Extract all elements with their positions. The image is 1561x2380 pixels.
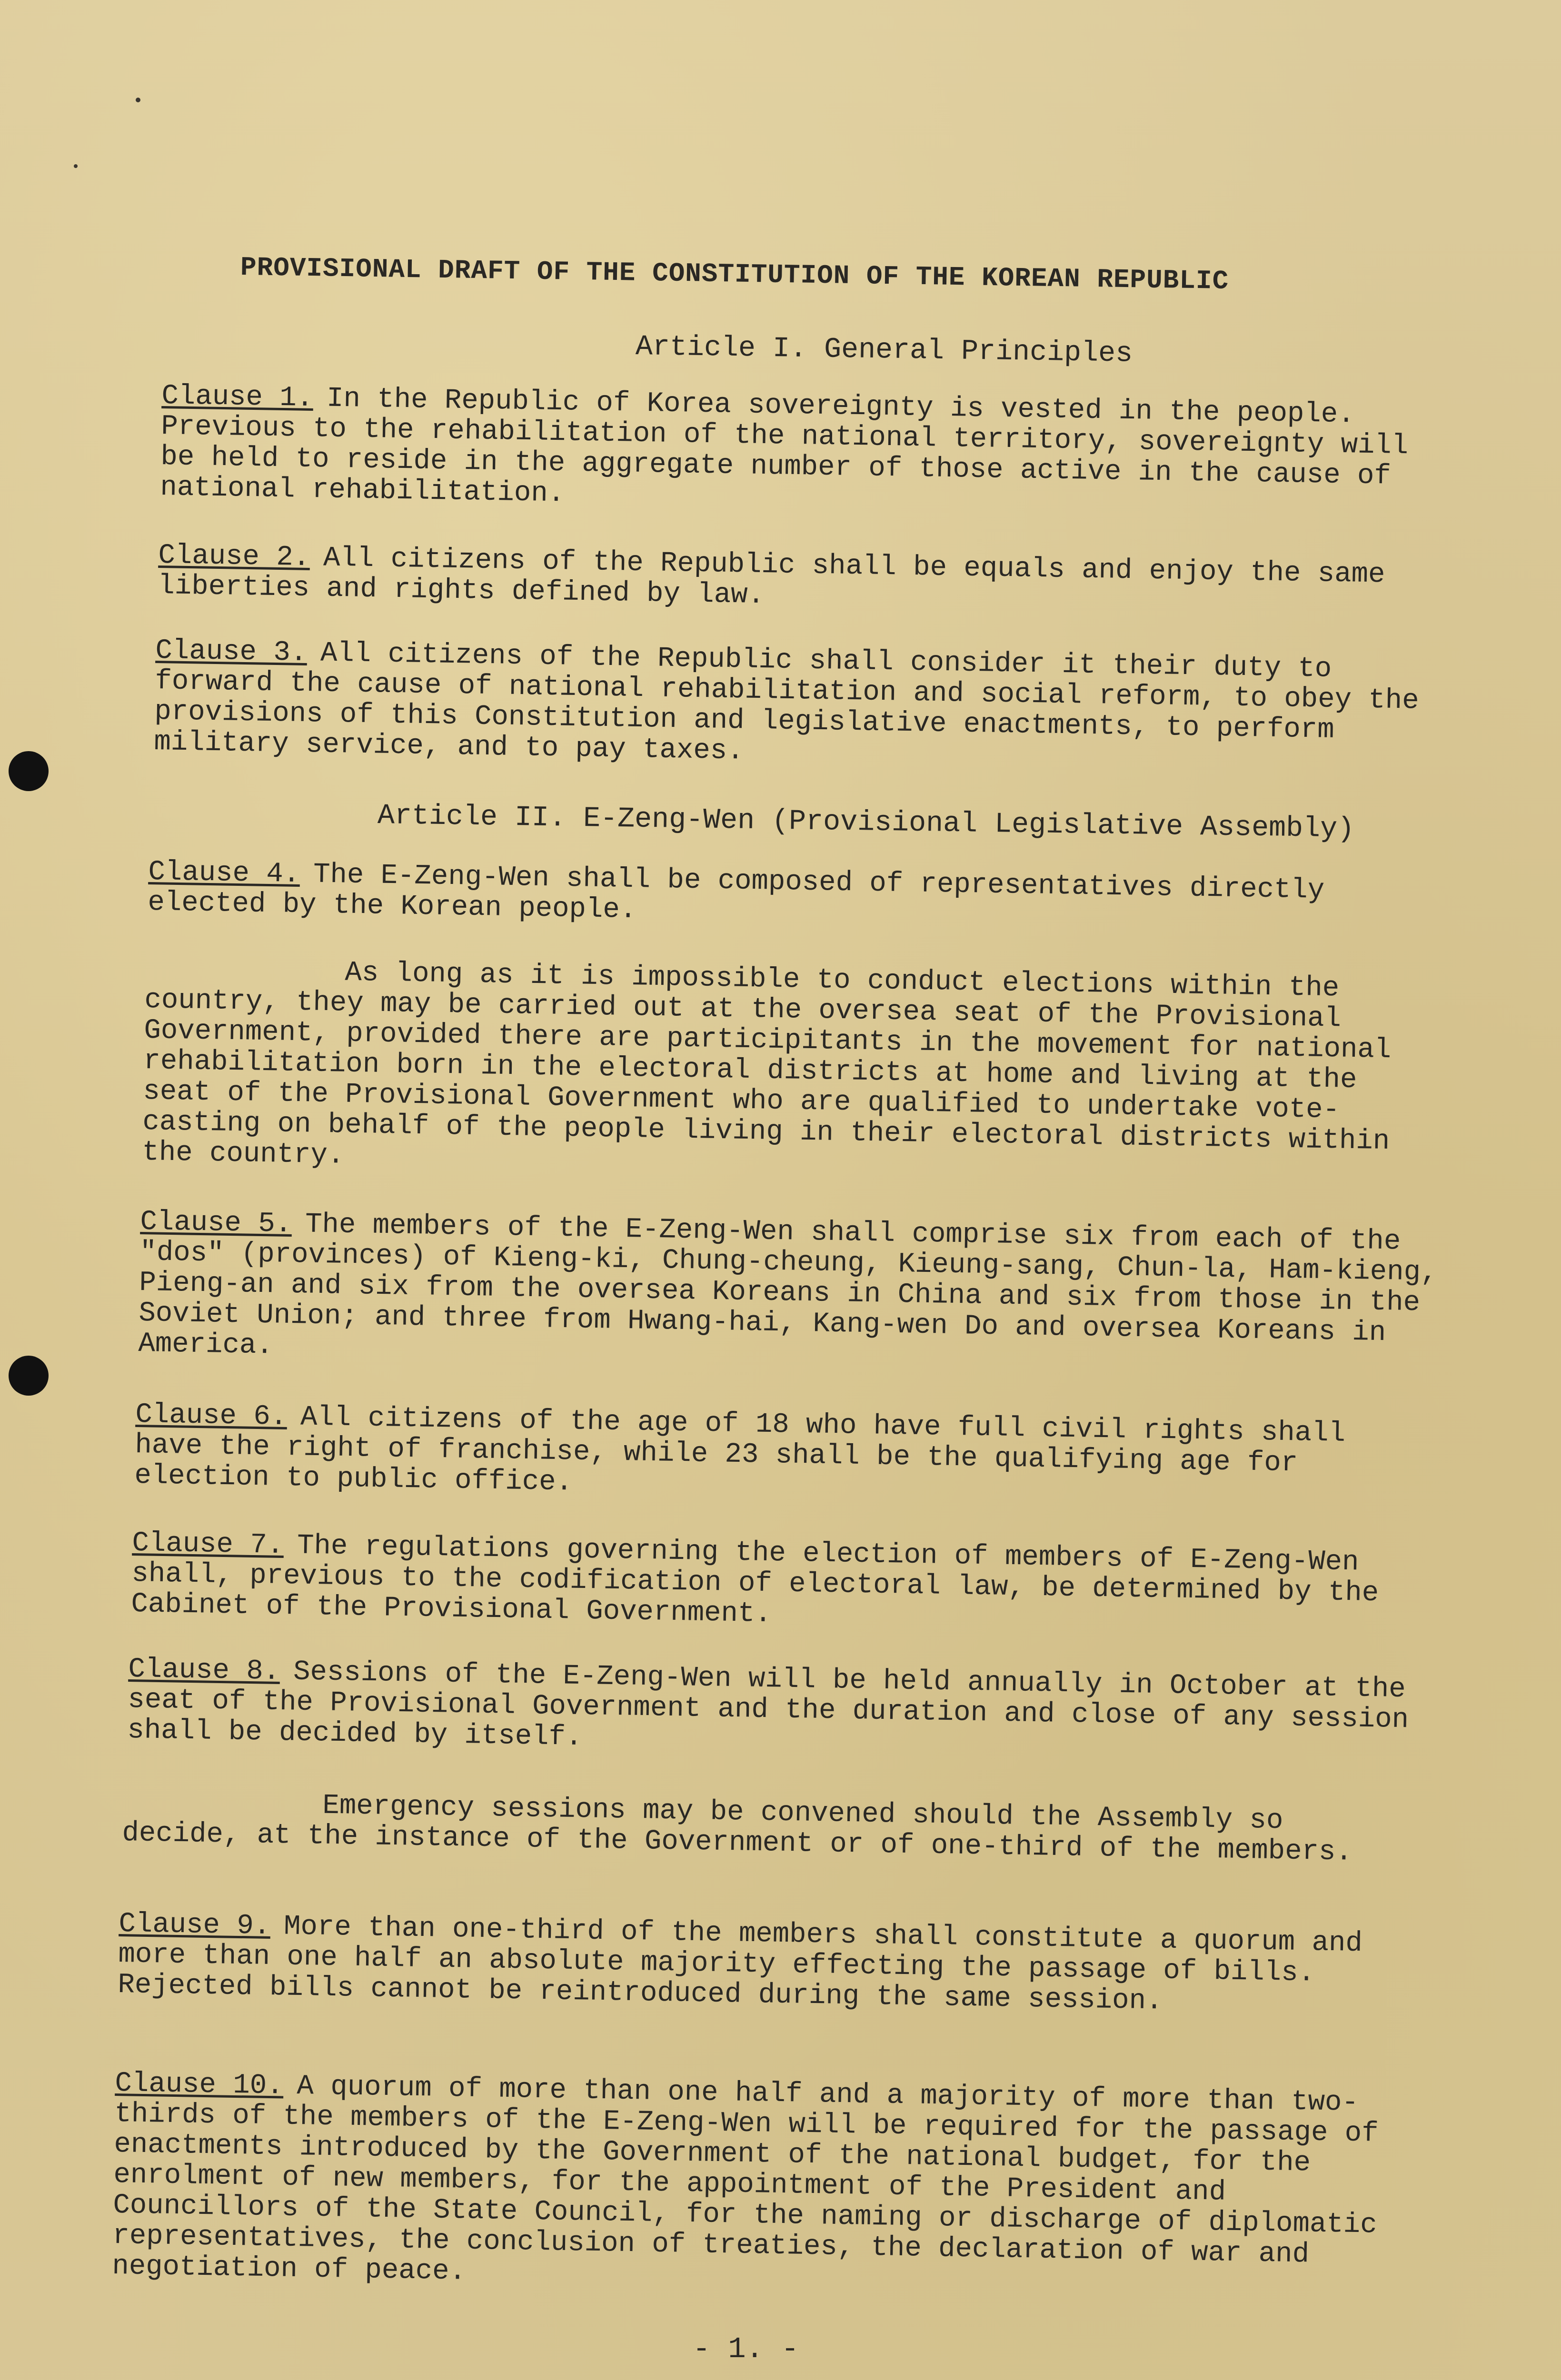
clause-8: [127, 1654, 1414, 1765]
clause-label: Clause 1.: [161, 380, 314, 414]
clause-text: The members of the E-Zeng-Wen shall comprise six from each of the "dos" (provinces) of Kieng-ki, Chung-cheung, Kieung-sang, Chun-la, Ham-kieng, Pieng-an and six from the oversea Koreans in China and six from those in the Soviet Union; and three from Hwang-hai, Kang-wen Do and oversea Koreans in America.: [138, 1208, 1438, 1362]
clause-5: [138, 1207, 1473, 1380]
clause-label: Clause 6.: [135, 1398, 288, 1433]
clause-2: [158, 540, 1415, 621]
clause-1: [160, 381, 1419, 522]
document-title: PROVISIONAL DRAFT OF THE CONSTITUTION OF THE KOREAN REPUBLIC: [240, 252, 1229, 297]
clause-text: A quorum of more than one half and a majority of more than two-thirds of the members of the E-Zeng-Wen will be required for the passage of enactments introduced by the Government of the national budget, for the enrolment of new members, for the appointment of the President and Councillors of the State Council, for the naming or discharge of diplomatic representatives, the conclusion of treaties, the declaration of war and negotiation of peace.: [111, 2070, 1379, 2288]
clause-label: Clause 10.: [114, 2067, 284, 2102]
punch-hole-bottom: [9, 1356, 49, 1396]
clause-6: [134, 1399, 1421, 1511]
clause-text: All citizens of the Republic shall consider it their duty to forward the cause of national rehabilitation and social reform, to obey the provisions of this Constitution and legislative enactments, to perform military service, and to pay taxes.: [153, 637, 1420, 767]
clause-label: Clause 2.: [158, 539, 310, 574]
punch-hole-top: [9, 751, 49, 791]
clause-label: Clause 8.: [128, 1653, 280, 1687]
clause-4: [148, 857, 1329, 936]
clause-10: [112, 2068, 1415, 2302]
ink-speck: [74, 164, 78, 168]
clause-text: The E-Zeng-Wen shall be composed of representatives directly elected by the Korean people.: [147, 858, 1325, 926]
clause-text: All citizens of the Republic shall be equals and enjoy the same liberties and rights defined by law.: [157, 542, 1385, 612]
clause-8-paragraph: Emergency sessions may be convened should the Assembly so decide, at the instance of the Government or of one-third of the members.: [121, 1789, 1353, 1868]
clause-label: Clause 7.: [131, 1527, 284, 1561]
clause-text: More than one-third of the members shall constitute a quorum and more than one half an absolute majority effecting the passage of bills. Rejected bills cannot be reintroduced during the same session.: [117, 1910, 1363, 2017]
page-number: - 1. -: [693, 2332, 799, 2366]
clause-text: The regulations governing the election of members of E-Zeng-Wen shall, previous to the codification of electoral law, be determined by the Cabinet of the Provisional Government.: [130, 1529, 1379, 1630]
clause-text: In the Republic of Korea sovereignty is vested in the people. Previous to the rehabilitation of the national territory, sovereignty will be held to reside in the aggregate number of those active in the cause of national rehabilitation.: [159, 382, 1409, 510]
article-2-heading: Article II. E-Zeng-Wen (Provisional Legislative Assembly): [377, 800, 1355, 846]
clause-text: Sessions of the E-Zeng-Wen will be held annually in October at the seat of the Provisional Government and the duration and close of any session shall be decided by itself.: [127, 1656, 1409, 1753]
clause-4-paragraph: As long as it is impossible to conduct elections within the country, they may be carried out at the oversea seat of the Provisional Government, provided there are participitants in the movement for national rehabilitation born in the electoral districts at home and living at the seat of the Provisional Government who are qualified to undertake vote-casting on behalf of the people living in their electoral districts within the country.: [141, 956, 1392, 1171]
ink-speck: [136, 98, 140, 102]
clause-9: [118, 1909, 1366, 2020]
clause-label: Clause 3.: [155, 635, 308, 669]
article-1-heading: Article I. General Principles: [635, 331, 1133, 370]
clause-text: All citizens of the age of 18 who have full civil rights shall have the right of franchise, while 23 shall be the qualifying age for election to public office.: [134, 1401, 1346, 1498]
clause-3: [154, 635, 1441, 777]
clause-label: Clause 9.: [118, 1908, 271, 1942]
clause-label: Clause 4.: [148, 856, 300, 890]
clause-label: Clause 5.: [139, 1206, 292, 1240]
clause-7: [131, 1528, 1418, 1639]
